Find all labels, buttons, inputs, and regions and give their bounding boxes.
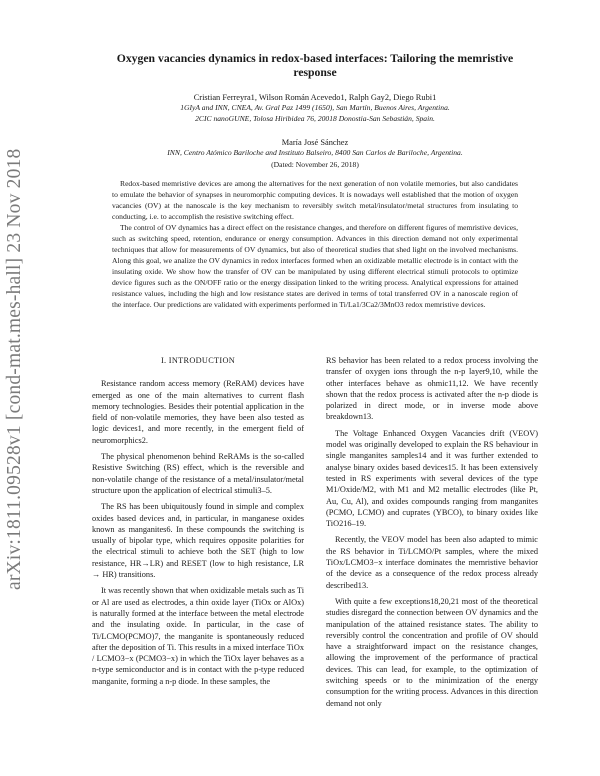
affiliation-2: 2CIC nanoGUNE, Tolosa Hiribidea 76, 20018 Donostia-San Sebastián, Spain. [195, 113, 435, 123]
right-column [326, 355, 538, 714]
authors: Cristian Ferreyra1, Wilson Román Acevedo1, Ralph Gay2, Diego Rubi1 [193, 93, 437, 102]
body-paragraph: The RS has been ubiquitously found in simple and complex oxides based devices and, in particular, in manganese oxides known as manganites6. In these compounds the switching is usually of bipolar type, which requires opposite polarities for the electrical stimuli to achieve both the SET (high to low resistance, HR→LR) and RESET (low to high resistance, LR → HR) transitions. [92, 502, 304, 580]
paper-title [92, 52, 538, 80]
body-paragraph: Recently, the VEOV model has been also adapted to mimic the RS behavior in Ti/LCMO/Pt samples, where the mixed TiOx/LCMO3−x interface dominates the memristive behavior of the device as a consequence of the redox process already described13. [326, 535, 538, 590]
affiliation-1: 1GIyA and INN, CNEA, Av. Gral Paz 1499 (1650), San Martín, Buenos Aires, Argentina. [180, 103, 450, 112]
left-column [92, 355, 304, 692]
body-paragraph: RS behavior has been related to a redox process involving the transfer of oxygen ions through the n-p layer9,10, while the other interfaces behave as ohmic11,12. We have recently shown that the redox process is activated after the n-p diode is polarized in direct mode, or in inverse mode above breakdown13. [326, 356, 538, 422]
title-line-2: response [293, 66, 337, 79]
title-line-1: Oxygen vacancies dynamics in redox-based interfaces: Tailoring the memristive [116, 52, 514, 65]
author-second-group: María José Sánchez [281, 138, 349, 147]
body-paragraph: The Voltage Enhanced Oxygen Vacancies drift (VEOV) model was originally developed to explain the RS behaviour in single manganites samples14 and it was further extended to analyse binary oxides based devices15. It has been extensively tested in RS experiments with several devices of the type M1/Oxide/M2, with M1 and M2 metallic electrodes (like Pt, Au, Cu, Al), and oxides compounds ranging from manganites (PCMO, LCMO) and cuprates (YBCO), to binary oxides like TiO216–19. [326, 428, 538, 529]
arxiv-identifier: arXiv:1811.09528v1 [cond-mat.mes-hall] 23 Nov 2018 [4, 148, 25, 590]
affiliation-3: INN, Centro Atómico Bariloche and Instituto Balseiro, 8400 San Carlos de Bariloche, Argentina. [167, 148, 463, 157]
date-line: (Dated: November 26, 2018) [271, 159, 359, 169]
abstract [112, 178, 518, 310]
section-heading: I. INTRODUCTION [160, 356, 236, 365]
body-paragraph: It was recently shown that when oxidizable metals such as Ti or Al are used as electrodes, a thin oxide layer (TiOx or AlOx) is naturally formed at the interface between the metal electrode and the insulating oxide. In particular, in the case of Ti/LCMO(PCMO)7, the manganite is spontaneously reduced after the deposition of Ti. This results in a mixed interface TiOx / LCMO3−x (PCMO3−x) in which the TiOx layer behaves as a n-type semiconductor and is in contact with the p-type reduced manganite, forming a n-p diode. In these samples, the [92, 586, 304, 686]
body-paragraph: The physical phenomenon behind ReRAMs is the so-called Resistive Switching (RS) effect, which is the reversible and non-volatile change of the resistance of a metal/insulator/metal structure upon the application of electrical stimuli3–5. [92, 452, 304, 495]
abstract-paragraph: Redox-based memristive devices are among the alternatives for the next generation of non volatile memories, but also candidates to emulate the behavior of synapses in neuromorphic computing devices. It is nowadays well established that the motion of oxygen vacancies (OV) at the nanoscale is the key mechanism to reversibly switch metal/insulator/metal structures from insulating to conducting, i.e. to accomplish the resistive switching effect. [112, 178, 518, 221]
abstract-paragraph: The control of OV dynamics has a direct effect on the resistance changes, and therefore on different figures of memristive devices, such as switching speed, retention, endurance or energy consumption. Advances in this direction demand not only experimental techniques that allow for measurements of OV dynamics, but also of theoretical studies that shed light on the involved mechanisms. Along this goal, we analize the OV dynamics in redox interfaces formed when an oxidizable metallic electrode is in contact with the insulating oxide. We show how the transfer of OV can be manipulated by using different electrical stimuli protocols to optimize device figures such as the ON/OFF ratio or the energy dissipation linked to the writing process. Analytical expressions for attained resistance values, including the high and low resistance states are derived in terms of total transferred OV in a nanoscale region of the interface. Our predictions are validated with experiments performed in Ti/La1/3Ca2/3MnO3 redox memristive devices. [112, 222, 518, 309]
body-paragraph: With quite a few exceptions18,20,21 most of the theoretical studies disregard the connection between OV dynamics and the manipulation of the attained resistance states. The ability to reversibly control the concentration and profile of OV should have a straightforward impact on the resistance changes, allowing the improvement of the performance of practical devices. This can lead, for example, to the optimization of switching speeds or to the minimization of the energy consumption for the writing process. Advances in this direction demand not only [326, 596, 538, 708]
paper-page [92, 0, 538, 708]
body-paragraph: Resistance random access memory (ReRAM) devices have emerged as one of the main alternatives to current flash memory technologies. Besides their potential application in the field of non-volatile memories, they have been also tested as logic devices1, and more recently, in the emergent field of neuromorphics2. [92, 379, 304, 445]
